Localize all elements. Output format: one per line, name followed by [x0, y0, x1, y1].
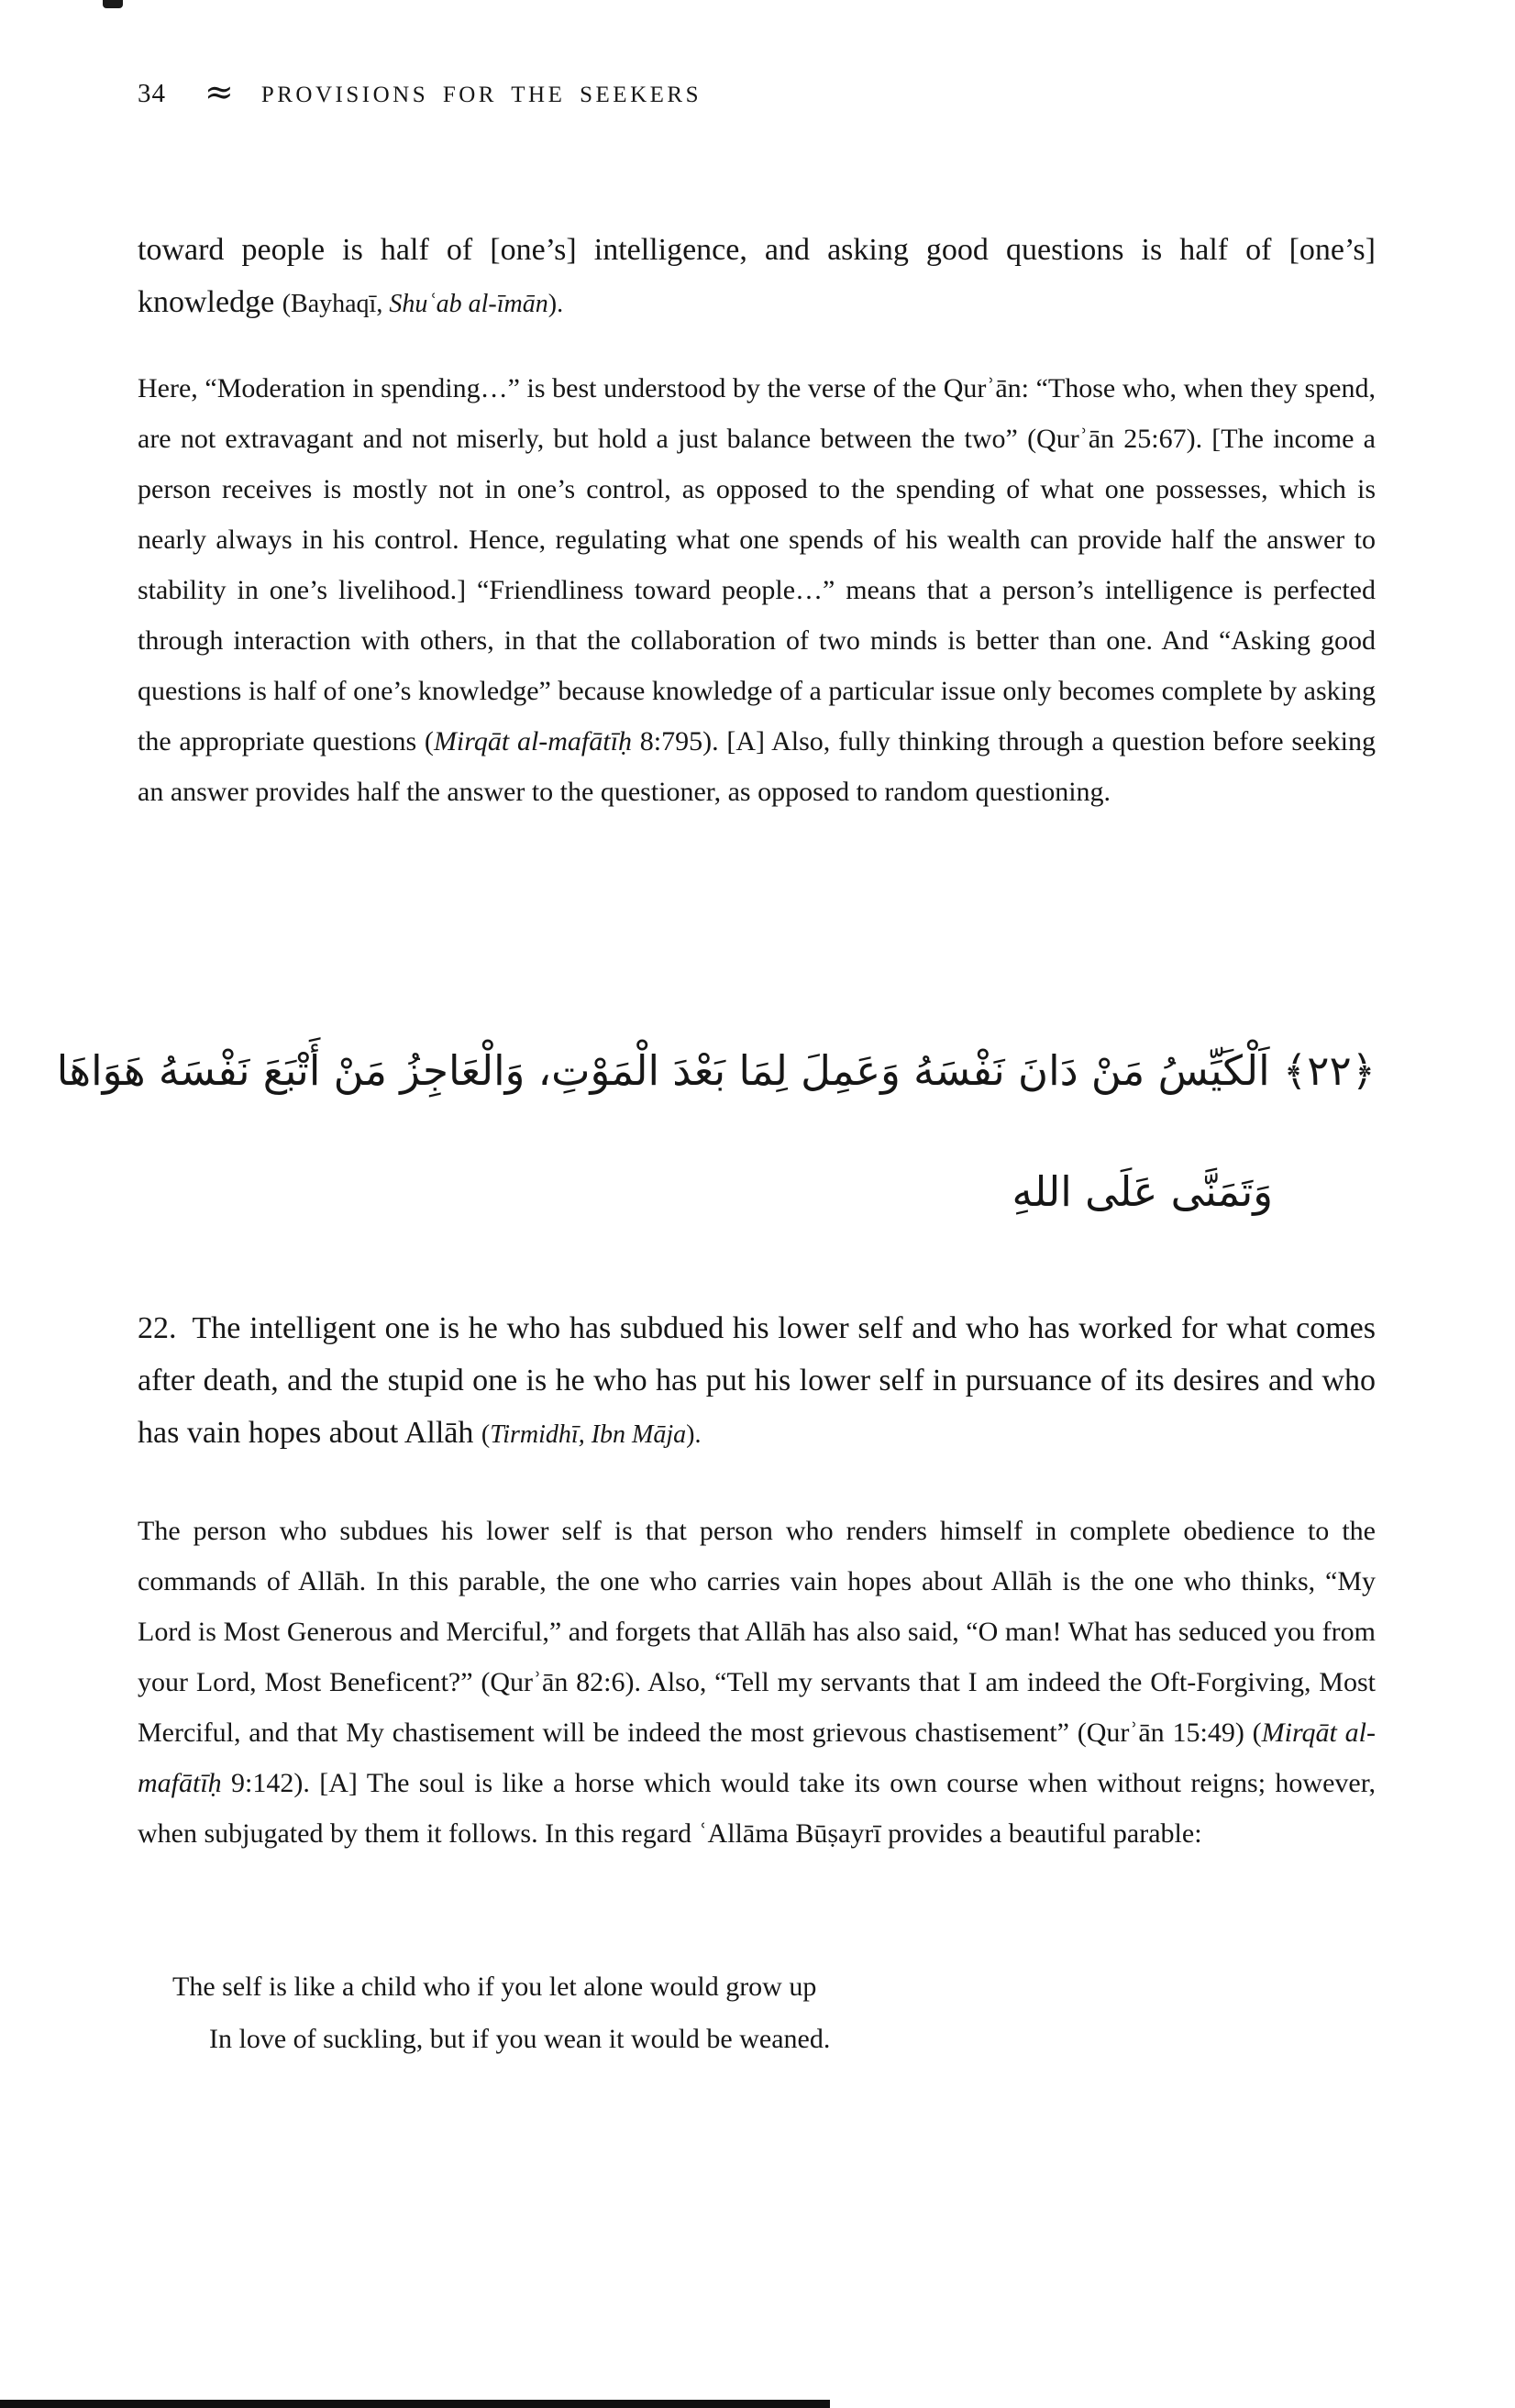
scan-artifact-bottom	[0, 2400, 830, 2408]
couplet-line-1: The self is like a child who if you let alone would grow up	[172, 1972, 817, 2002]
hadith-22-translation	[138, 1302, 1376, 1461]
commentary-21: Here, “Moderation in spending…” is best understood by the verse of the Qurʾān: “Those who, when they spend, are not extravagant and not miserly, but hold a just balance between the two” (Qurʾān 25:67). [The income a person receives is mostly not in one’s control, as opposed to the spending of what one possesses, which is nearly always in his control. Hence, regulating what one spends of his wealth can provide half the answer to stability in one’s livelihood.] “Friendliness toward people…” means that a person’s intelligence is perfected through interaction with others, in that the collaboration of two minds is better than one. And “Asking good questions is half of one’s knowledge” because knowledge of a particular issue only becomes complete by asking the appropriate questions (Mirqāt al-mafātīḥ 8:795). [A] Also, fully thinking through a question before seeking an answer provides half the answer to the questioner, as opposed to random questioning.	[138, 373, 1377, 807]
hadith-22-translation-text: 22. The intelligent one is he who has subdued his lower self and who has worked for what comes after death, and the stupid one is he who has put his lower self in pursuance of its desires and who has vain hopes about Allāh	[138, 1311, 1376, 1450]
commentary-22: The person who subdues his lower self is that person who renders himself in complete obedience to the commands of Allāh. In this parable, the one who carries vain hopes about Allāh is the one who thinks, “My Lord is Most Generous and Merciful,” and forgets that Allāh has also said, “O man! What has seduced you from your Lord, Most Beneficent?” (Qurʾān 82:6). Also, “Tell my servants that I am indeed the Oft-Forgiving, Most Merciful, and that My chastisement will be indeed the most grievous chastisement” (Qurʾān 15:49) (Mirqāt al-mafātīḥ 9:142). [A] The soul is like a horse which would take its own course when without reigns; however, when subjugated by them it follows. In this regard ʿAllāma Būṣayrī provides a beautiful parable:	[138, 1516, 1377, 1849]
hadith-22-arabic-line-1: ﴿٢٢﴾ اَلْكَيِّسُ مَنْ دَانَ نَفْسَهُ وَعَمِلَ لِمَا بَعْدَ الْمَوْتِ، وَالْعَاجِزُ مَنْ أَتْبَعَ نَفْسَهُ هَوَاهَا	[56, 1046, 1376, 1095]
scan-artifact-top	[103, 0, 123, 8]
page-number: 34	[138, 79, 166, 108]
running-header: 34 ≈ PROVISIONS FOR THE SEEKERS	[138, 72, 702, 112]
busayri-couplet	[172, 1961, 830, 2065]
hadith-22-arabic-line-2: وَتَمَنَّى عَلَى اللهِ	[1012, 1167, 1273, 1216]
cited-work-title: Mirqāt al-mafātīḥ	[433, 726, 632, 757]
hadith-21-source: (Bayhaqī, Shuʿab al-īmān).	[282, 290, 564, 318]
hadith-21-translation	[138, 224, 1376, 330]
running-title: PROVISIONS FOR THE SEEKERS	[260, 83, 702, 107]
hadith-22-source: (Tirmidhī, Ibn Māja).	[481, 1420, 702, 1449]
hadith-21-translation-text: toward people is half of [one’s] intelligence, and asking good questions is half of [one’s] knowledge	[138, 233, 1376, 319]
cited-work-title: Mirqāt al-mafātīḥ	[138, 1718, 1377, 1798]
couplet-line-2: In love of suckling, but if you wean it would be weaned.	[209, 2024, 831, 2054]
